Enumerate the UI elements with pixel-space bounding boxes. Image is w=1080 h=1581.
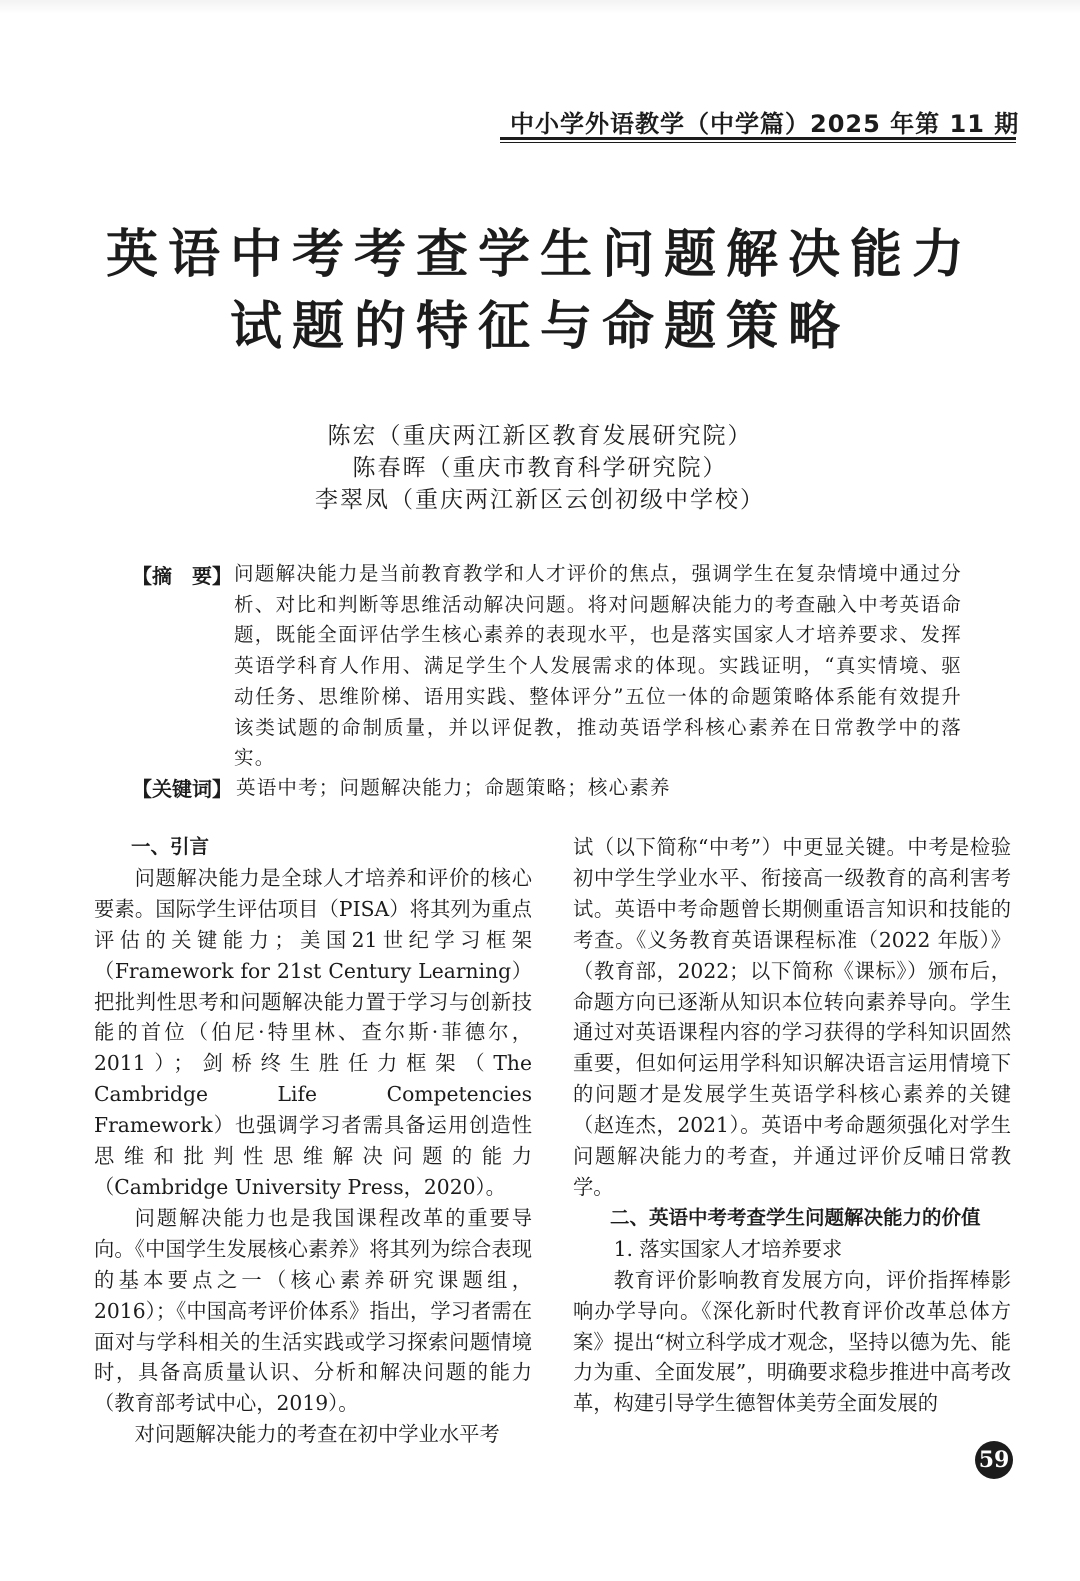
paragraph: 试（以下简称“中考”）中更显关键。中考是检验初中学生学业水平、衔接高一级教育的高利害考试。英语中考命题曾长期侧重语言知识和技能的考查。《义务教育英语课程标准（2022 年版）》（教育部，2022；以下简称《课标》）颁布后，命题方向已逐渐从知识本位转向素养导向。学生通过对英语课程内容的学习获得的学科知识固然重要，但如何运用学科知识解决语言运用情境下的问题才是发展学生英语学科核心素养的关键（赵连杰，2021）。英语中考命题须强化对学生问题解决能力的考查，并通过评价反哺日常教学。 <box>573 835 1011 1199</box>
page-number: 59 <box>975 1441 1013 1479</box>
subsection-heading: 1. 落实国家人才培养要求 <box>613 1236 843 1261</box>
keywords-label: 【关键词】 <box>132 777 232 801</box>
journal-header: 中小学外语教学（中学篇）2025 年第 11 期 <box>510 110 1020 138</box>
left-column <box>94 832 532 1450</box>
header-rule <box>500 137 1016 140</box>
header-rule-thin <box>500 142 1016 143</box>
section-heading-value: 二、英语中考考查学生问题解决能力的价值 <box>610 1205 981 1229</box>
paragraph: 问题解决能力是全球人才培养和评价的核心要素。国际学生评估项目（PISA）将其列为重点评估的关键能力；美国21世纪学习框架（Framework for 21st Century Learning）把批判性思考和问题解决能力置于学习与创新技能的首位（伯尼·特里林、查尔斯·菲德尔，2011）；剑桥终生胜任力框架（The Cambridge Life Competencies Framework）也强调学习者需具备运用创造性思维和批判性思维解决问题的能力（Cambridge University Press，2020）。 <box>94 865 532 1199</box>
article-title-line-2: 试题的特征与命题策略 <box>229 297 850 357</box>
abstract-label: 【摘 要】 <box>132 564 232 588</box>
author-1: 陈宏（重庆两江新区教育发展研究院） <box>327 423 753 449</box>
abstract-text: 问题解决能力是当前教育教学和人才评价的焦点，强调学生在复杂情境中通过分析、对比和判断等思维活动解决问题。将对问题解决能力的考查融入中考英语命题，既能全面评估学生核心素养的表现水平，也是落实国家人才培养要求、发挥英语学科育人作用、满足学生个人发展需求的体现。实践证明，“真实情境、驱动任务、思维阶梯、语用实践、整体评分”五位一体的命题策略体系能有效提升该类试题的命制质量，并以评促教，推动英语学科核心素养在日常教学中的落实。 <box>234 562 962 770</box>
paragraph: 对问题解决能力的考查在初中学业水平考 <box>134 1422 500 1447</box>
keywords-text: 英语中考；问题解决能力；命题策略；核心素养 <box>236 776 671 799</box>
author-3: 李翠凤（重庆两江新区云创初级中学校） <box>315 487 765 513</box>
paragraph: 教育评价影响教育发展方向，评价指挥棒影响办学导向。《深化新时代教育评价改革总体方案》提出“树立科学成才观念，坚持以德为先、能力为重、全面发展”，明确要求稳步推进中高考改革，构建引导学生德智体美劳全面发展的 <box>573 1267 1011 1416</box>
author-2: 陈春晖（重庆市教育科学研究院） <box>352 455 728 481</box>
right-column <box>573 832 1011 1419</box>
section-heading-introduction: 一、引言 <box>131 835 210 858</box>
article-title-line-1: 英语中考考查学生问题解决能力 <box>105 225 974 285</box>
paragraph: 问题解决能力也是我国课程改革的重要导向。《中国学生发展核心素养》将其列为综合表现的基本要点之一（核心素养研究课题组，2016）；《中国高考评价体系》指出，学习者需在面对与学科相关的生活实践或学习探索问题情境时，具备高质量认识、分析和解决问题的能力（教育部考试中心，2019）。 <box>94 1205 532 1416</box>
